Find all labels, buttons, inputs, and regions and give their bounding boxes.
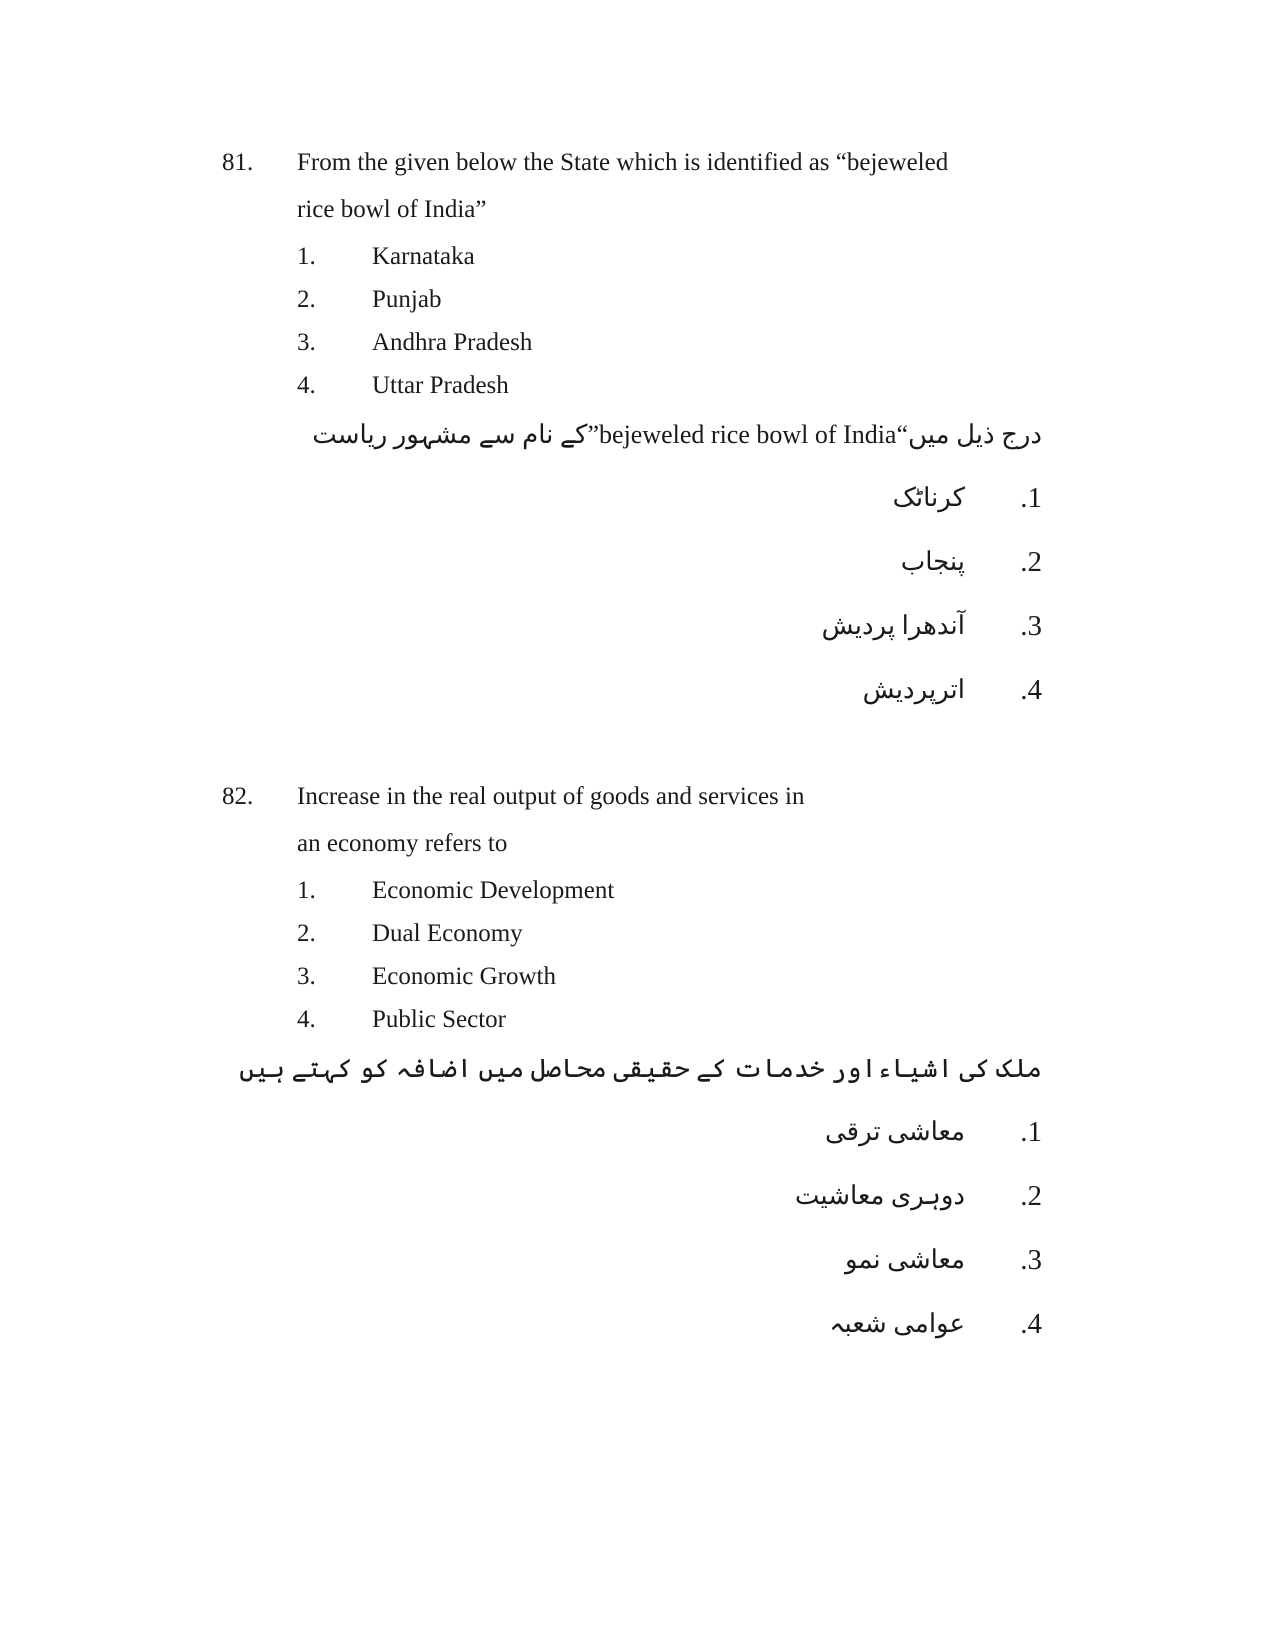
urdu-question-text: ملک کی اشیاءاور خدمات کے حقیقی محاصل میں اضافہ کو کہتے ہیں <box>239 1054 1042 1083</box>
question-text-line-1: From the given below the State which is identified as “bejeweled <box>297 149 949 176</box>
urdu-option-number: .3 <box>1020 1244 1042 1276</box>
option-number: 3. <box>297 963 316 990</box>
urdu-option-number: .3 <box>1020 610 1042 642</box>
option-number: 3. <box>297 329 316 356</box>
option-number: 1. <box>297 877 316 904</box>
urdu-option-text: پنجاب <box>900 547 965 576</box>
urdu-option-text: عوامی شعبہ <box>829 1309 965 1338</box>
question-text-line-2: an economy refers to <box>297 830 508 857</box>
option-text: Andhra Pradesh <box>372 329 533 356</box>
option-text: Punjab <box>372 286 442 313</box>
urdu-question-text: درج ذیل میں“bejeweled rice bowl of India”کے نام سے مشہور ریاست <box>312 420 1042 449</box>
urdu-option-text: اترپردیش <box>862 675 965 704</box>
option-text: Dual Economy <box>372 920 523 947</box>
urdu-option-number: .2 <box>1020 1180 1042 1212</box>
urdu-option-number: .2 <box>1020 546 1042 578</box>
urdu-option-text: آندھرا پردیش <box>821 611 965 640</box>
urdu-option-number: .1 <box>1020 482 1042 514</box>
urdu-option-number: .4 <box>1020 1308 1042 1340</box>
option-text: Economic Development <box>372 877 615 904</box>
urdu-option-text: کرناٹک <box>892 483 965 512</box>
option-text: Economic Growth <box>372 963 556 990</box>
option-number: 2. <box>297 920 316 947</box>
question-number: 82. <box>222 783 254 810</box>
question-text-line-2: rice bowl of India” <box>297 196 487 223</box>
urdu-option-number: .1 <box>1020 1116 1042 1148</box>
option-number: 1. <box>297 243 316 270</box>
option-text: Uttar Pradesh <box>372 372 509 399</box>
option-number: 2. <box>297 286 316 313</box>
question-number: 81. <box>222 149 254 176</box>
urdu-option-text: دوہری معاشیت <box>794 1181 965 1210</box>
option-number: 4. <box>297 1006 316 1033</box>
question-text-line-1: Increase in the real output of goods and services in <box>297 783 805 810</box>
option-text: Karnataka <box>372 243 475 270</box>
urdu-option-text: معاشی ترقی <box>824 1117 965 1146</box>
urdu-option-text: معاشی نمو <box>844 1245 965 1274</box>
urdu-option-number: .4 <box>1020 674 1042 706</box>
option-text: Public Sector <box>372 1006 507 1033</box>
option-number: 4. <box>297 372 316 399</box>
